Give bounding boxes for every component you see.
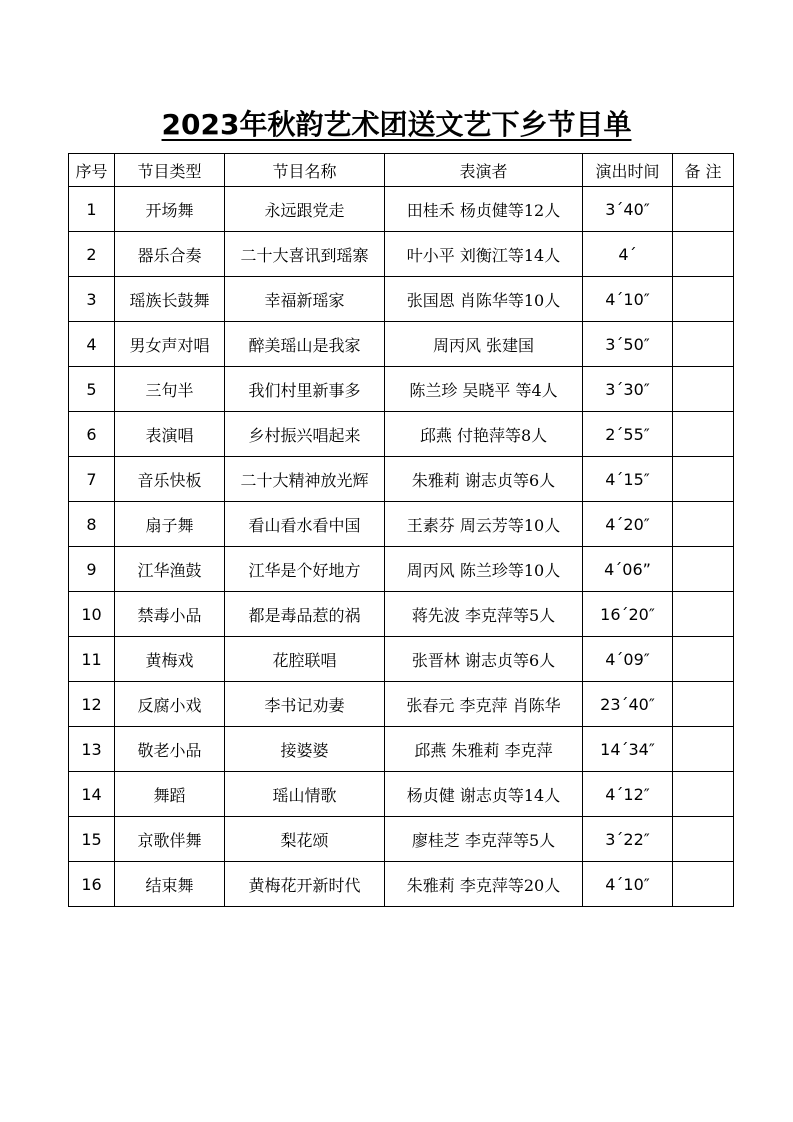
cell-name: 二十大喜讯到瑶寨 bbox=[225, 232, 385, 277]
header-type: 节目类型 bbox=[115, 154, 225, 187]
cell-performers: 邱燕 付艳萍等8人 bbox=[385, 412, 583, 457]
cell-note bbox=[673, 862, 734, 907]
cell-performers: 杨贞健 谢志贞等14人 bbox=[385, 772, 583, 817]
cell-name: 醉美瑶山是我家 bbox=[225, 322, 385, 367]
cell-note bbox=[673, 637, 734, 682]
cell-no: 16 bbox=[69, 862, 115, 907]
cell-time: 3´22″ bbox=[583, 817, 673, 862]
cell-no: 13 bbox=[69, 727, 115, 772]
table-row bbox=[69, 367, 734, 412]
cell-no: 12 bbox=[69, 682, 115, 727]
table-row bbox=[69, 862, 734, 907]
table-row bbox=[69, 592, 734, 637]
cell-name: 接婆婆 bbox=[225, 727, 385, 772]
cell-performers: 张国恩 肖陈华等10人 bbox=[385, 277, 583, 322]
cell-note bbox=[673, 547, 734, 592]
cell-performers: 田桂禾 杨贞健等12人 bbox=[385, 187, 583, 232]
cell-no: 2 bbox=[69, 232, 115, 277]
cell-type: 开场舞 bbox=[115, 187, 225, 232]
table-row bbox=[69, 817, 734, 862]
cell-performers: 邱燕 朱雅莉 李克萍 bbox=[385, 727, 583, 772]
program-table bbox=[68, 153, 734, 907]
cell-note bbox=[673, 412, 734, 457]
cell-performers: 陈兰珍 吴晓平 等4人 bbox=[385, 367, 583, 412]
table-row bbox=[69, 457, 734, 502]
page-title: 2023年秋韵艺术团送文艺下乡节目单 bbox=[161, 108, 632, 141]
cell-name: 幸福新瑶家 bbox=[225, 277, 385, 322]
cell-type: 瑶族长鼓舞 bbox=[115, 277, 225, 322]
cell-type: 扇子舞 bbox=[115, 502, 225, 547]
cell-name: 江华是个好地方 bbox=[225, 547, 385, 592]
cell-note bbox=[673, 232, 734, 277]
cell-time: 14´34″ bbox=[583, 727, 673, 772]
header-note: 备 注 bbox=[673, 154, 734, 187]
table-row bbox=[69, 682, 734, 727]
table-row bbox=[69, 277, 734, 322]
cell-note bbox=[673, 817, 734, 862]
cell-no: 3 bbox=[69, 277, 115, 322]
cell-performers: 朱雅莉 李克萍等20人 bbox=[385, 862, 583, 907]
cell-type: 表演唱 bbox=[115, 412, 225, 457]
cell-note bbox=[673, 682, 734, 727]
cell-time: 23´40″ bbox=[583, 682, 673, 727]
cell-performers: 廖桂芝 李克萍等5人 bbox=[385, 817, 583, 862]
cell-name: 花腔联唱 bbox=[225, 637, 385, 682]
header-time: 演出时间 bbox=[583, 154, 673, 187]
cell-type: 音乐快板 bbox=[115, 457, 225, 502]
cell-no: 5 bbox=[69, 367, 115, 412]
cell-performers: 王素芬 周云芳等10人 bbox=[385, 502, 583, 547]
cell-note bbox=[673, 727, 734, 772]
cell-type: 结束舞 bbox=[115, 862, 225, 907]
cell-performers: 张春元 李克萍 肖陈华 bbox=[385, 682, 583, 727]
cell-no: 6 bbox=[69, 412, 115, 457]
cell-name: 梨花颂 bbox=[225, 817, 385, 862]
cell-no: 10 bbox=[69, 592, 115, 637]
header-name: 节目名称 bbox=[225, 154, 385, 187]
header-no: 序号 bbox=[69, 154, 115, 187]
table-row bbox=[69, 232, 734, 277]
cell-note bbox=[673, 187, 734, 232]
cell-type: 男女声对唱 bbox=[115, 322, 225, 367]
cell-name: 二十大精神放光辉 bbox=[225, 457, 385, 502]
cell-time: 2´55″ bbox=[583, 412, 673, 457]
cell-note bbox=[673, 457, 734, 502]
cell-no: 7 bbox=[69, 457, 115, 502]
cell-time: 4´15″ bbox=[583, 457, 673, 502]
cell-no: 14 bbox=[69, 772, 115, 817]
cell-note bbox=[673, 322, 734, 367]
cell-name: 乡村振兴唱起来 bbox=[225, 412, 385, 457]
cell-name: 黄梅花开新时代 bbox=[225, 862, 385, 907]
cell-performers: 叶小平 刘衡江等14人 bbox=[385, 232, 583, 277]
cell-no: 1 bbox=[69, 187, 115, 232]
cell-type: 舞蹈 bbox=[115, 772, 225, 817]
header-performers: 表演者 bbox=[385, 154, 583, 187]
cell-time: 4´ bbox=[583, 232, 673, 277]
cell-name: 看山看水看中国 bbox=[225, 502, 385, 547]
table-row bbox=[69, 637, 734, 682]
cell-type: 黄梅戏 bbox=[115, 637, 225, 682]
cell-name: 瑶山情歌 bbox=[225, 772, 385, 817]
cell-note bbox=[673, 277, 734, 322]
cell-time: 4´09″ bbox=[583, 637, 673, 682]
cell-time: 16´20″ bbox=[583, 592, 673, 637]
table-row bbox=[69, 547, 734, 592]
cell-time: 3´40″ bbox=[583, 187, 673, 232]
cell-name: 都是毒品惹的祸 bbox=[225, 592, 385, 637]
cell-time: 3´30″ bbox=[583, 367, 673, 412]
cell-name: 我们村里新事多 bbox=[225, 367, 385, 412]
cell-type: 敬老小品 bbox=[115, 727, 225, 772]
cell-performers: 周丙风 陈兰珍等10人 bbox=[385, 547, 583, 592]
cell-note bbox=[673, 367, 734, 412]
cell-time: 4´10″ bbox=[583, 277, 673, 322]
cell-note bbox=[673, 592, 734, 637]
cell-time: 3´50″ bbox=[583, 322, 673, 367]
cell-performers: 张晋林 谢志贞等6人 bbox=[385, 637, 583, 682]
table-row bbox=[69, 412, 734, 457]
table-row bbox=[69, 187, 734, 232]
cell-type: 器乐合奏 bbox=[115, 232, 225, 277]
cell-name: 永远跟党走 bbox=[225, 187, 385, 232]
cell-type: 江华渔鼓 bbox=[115, 547, 225, 592]
table-row bbox=[69, 322, 734, 367]
cell-time: 4´10″ bbox=[583, 862, 673, 907]
cell-note bbox=[673, 502, 734, 547]
cell-type: 反腐小戏 bbox=[115, 682, 225, 727]
cell-type: 三句半 bbox=[115, 367, 225, 412]
cell-performers: 蒋先波 李克萍等5人 bbox=[385, 592, 583, 637]
cell-no: 9 bbox=[69, 547, 115, 592]
cell-time: 4´20″ bbox=[583, 502, 673, 547]
cell-no: 4 bbox=[69, 322, 115, 367]
cell-no: 11 bbox=[69, 637, 115, 682]
table-row bbox=[69, 772, 734, 817]
cell-type: 京歌伴舞 bbox=[115, 817, 225, 862]
cell-time: 4´12″ bbox=[583, 772, 673, 817]
cell-no: 8 bbox=[69, 502, 115, 547]
table-header-row bbox=[69, 154, 734, 187]
cell-note bbox=[673, 772, 734, 817]
table-row bbox=[69, 502, 734, 547]
cell-no: 15 bbox=[69, 817, 115, 862]
table-row bbox=[69, 727, 734, 772]
cell-name: 李书记劝妻 bbox=[225, 682, 385, 727]
cell-performers: 周丙风 张建国 bbox=[385, 322, 583, 367]
cell-type: 禁毒小品 bbox=[115, 592, 225, 637]
cell-time: 4´06” bbox=[583, 547, 673, 592]
cell-performers: 朱雅莉 谢志贞等6人 bbox=[385, 457, 583, 502]
